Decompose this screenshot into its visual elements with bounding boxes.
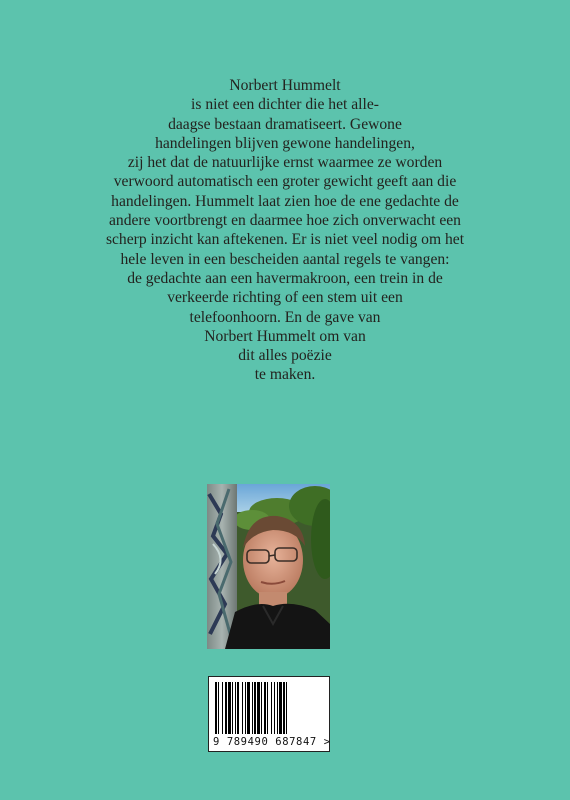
barcode-bar <box>283 682 285 734</box>
blurb-line: andere voortbrengt en daarmee hoe zich onverwacht een <box>109 212 461 230</box>
barcode-bar <box>232 682 233 734</box>
blurb-line: zij het dat de natuurlijke ernst waarmee ze worden <box>127 154 443 172</box>
barcode-bar <box>235 682 236 734</box>
blurb-line: telefoonhoorn. En de gave van <box>189 308 381 326</box>
barcode-bar <box>254 682 256 734</box>
barcode-bar <box>274 682 275 734</box>
blurb-line: dit alles poëzie <box>238 347 332 365</box>
blurb-line: hele leven in een bescheiden aantal regels te vangen: <box>120 250 450 268</box>
blurb-line: te maken. <box>254 366 316 384</box>
blurb-line: de gedachte aan een havermakroon, een trein in de <box>127 269 443 287</box>
barcode-bar <box>261 682 262 734</box>
blurb-line: is niet een dichter die het alle- <box>191 96 379 114</box>
barcode-bar <box>257 682 260 734</box>
blurb-line: daagse bestaan dramatiseert. Gewone <box>168 115 402 133</box>
blurb-line: handelingen. Hummelt laat zien hoe de ene gedachte de <box>111 192 459 210</box>
barcode-bar <box>225 682 227 734</box>
isbn-barcode <box>208 676 330 752</box>
barcode-bar <box>228 682 231 734</box>
barcode-bar <box>245 682 246 734</box>
barcode-bar <box>215 682 217 734</box>
barcode-number: 9 789490 687847 > <box>213 736 331 748</box>
barcode-bar <box>264 682 266 734</box>
barcode-bar <box>218 682 219 734</box>
barcode-bar <box>247 682 250 734</box>
barcode-bar <box>286 682 287 734</box>
barcode-bar <box>267 682 268 734</box>
author-photo <box>207 484 330 649</box>
barcode-bar <box>271 682 272 734</box>
barcode-bars <box>215 682 325 734</box>
barcode-bar <box>237 682 239 734</box>
blurb-line: handelingen blijven gewone handelingen, <box>155 134 415 152</box>
blurb-line: verkeerde richting of een stem uit een <box>167 289 403 307</box>
barcode-bar <box>222 682 223 734</box>
barcode-bar <box>279 682 282 734</box>
author-photo-image <box>207 484 330 649</box>
blurb-line: verwoord automatisch een groter gewicht geeft aan die <box>113 173 457 191</box>
back-cover-blurb <box>40 76 530 385</box>
barcode-bar <box>242 682 243 734</box>
blurb-line: Norbert Hummelt <box>229 77 341 94</box>
blurb-line: scherp inzicht kan aftekenen. Er is niet veel nodig om het <box>105 231 465 249</box>
blurb-line: Norbert Hummelt om van <box>204 327 366 345</box>
barcode-bar <box>277 682 278 734</box>
barcode-bar <box>252 682 253 734</box>
